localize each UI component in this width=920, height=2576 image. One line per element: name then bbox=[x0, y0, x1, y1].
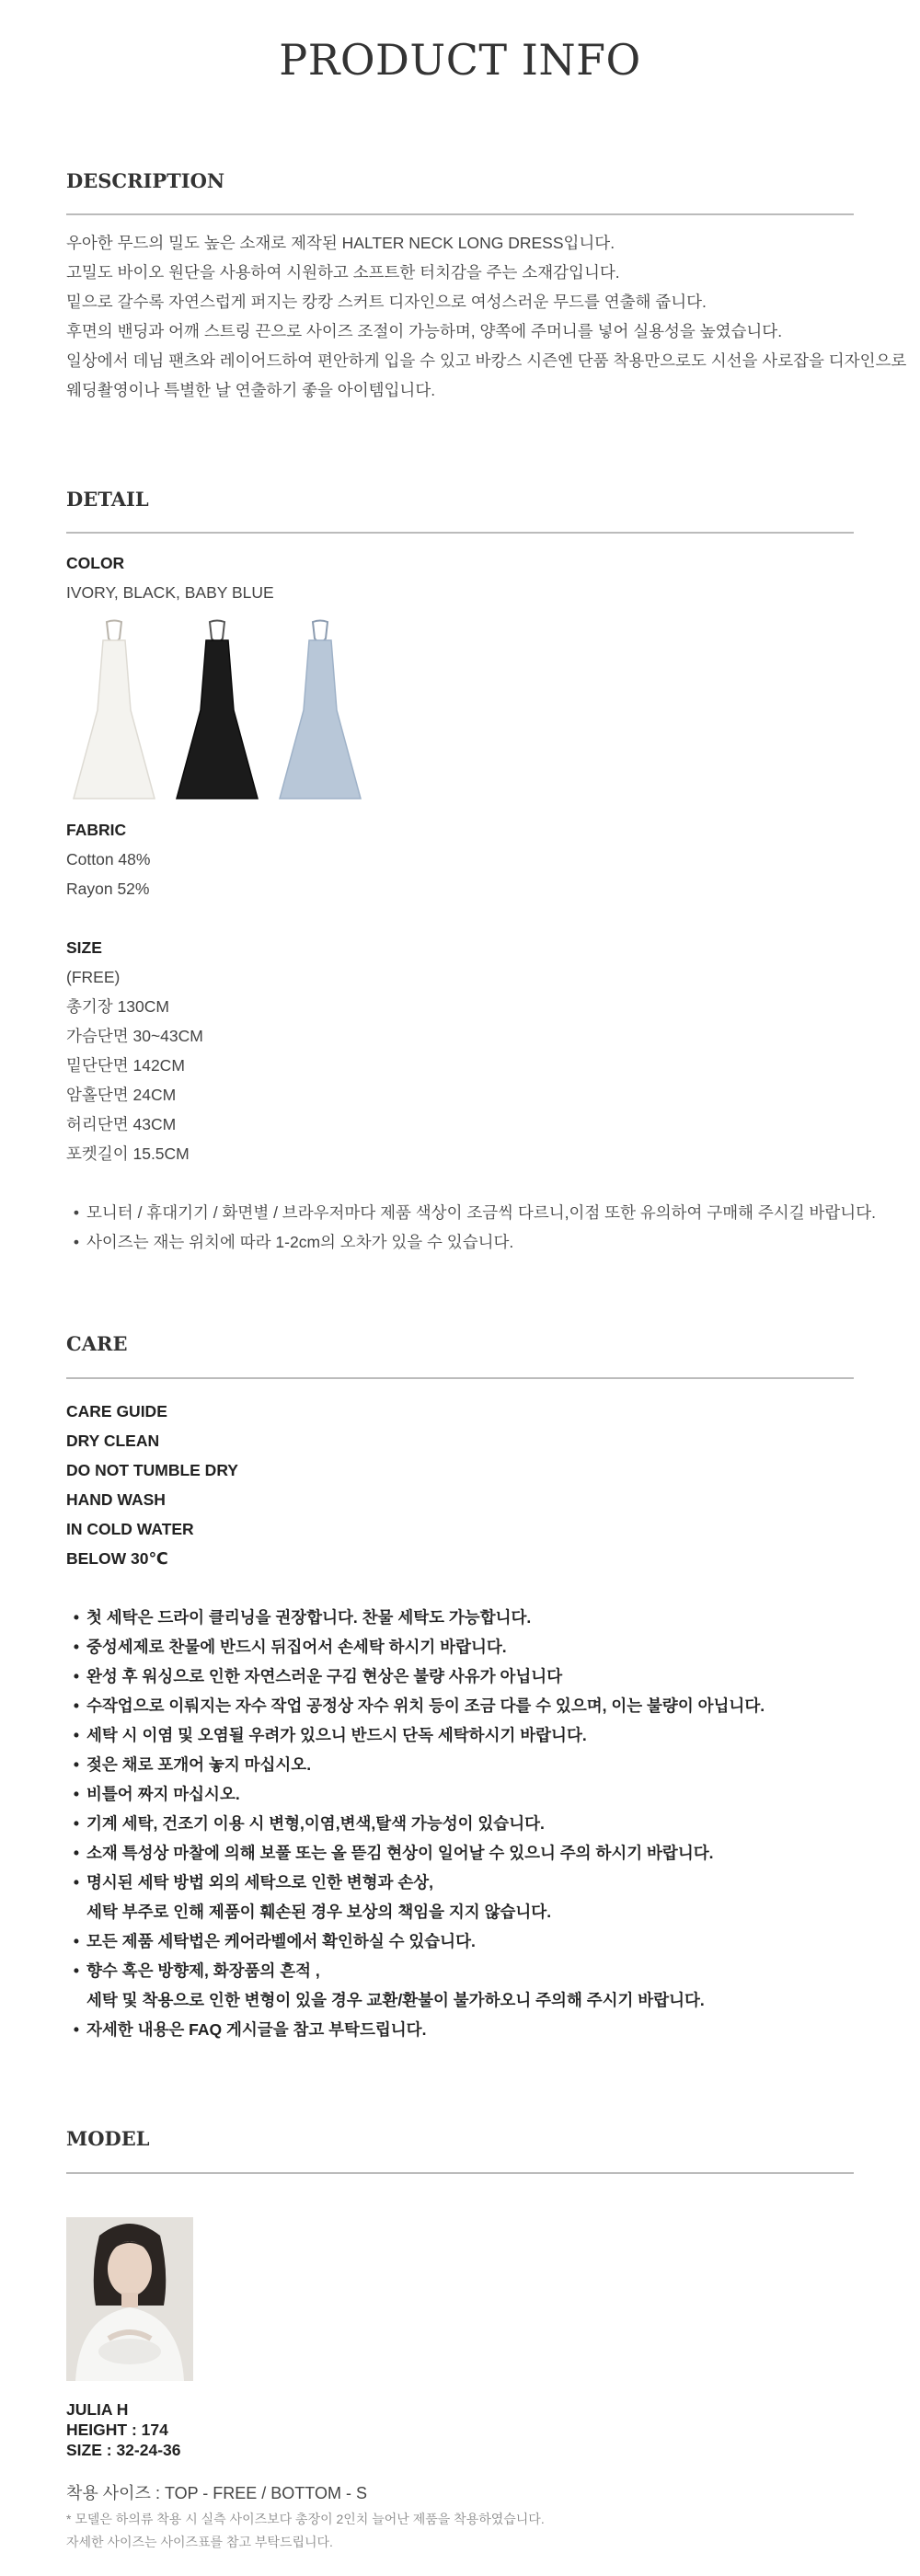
model-photo bbox=[66, 2217, 193, 2381]
list-item: • 중성세제로 찬물에 반드시 뒤집어서 손세탁 하시기 바랍니다. bbox=[66, 1632, 876, 1662]
description-heading: DESCRIPTION bbox=[66, 169, 225, 192]
description-line: 밑으로 갈수록 자연스럽게 퍼지는 캉캉 스커트 디자인으로 여성스러운 무드를 연출해 줍니다. bbox=[66, 293, 707, 311]
list-item: • 완성 후 워싱으로 인한 자연스러운 구김 현상은 불량 사유가 아닙니다 bbox=[66, 1662, 876, 1691]
bullet-icon: • bbox=[73, 1233, 80, 1251]
list-item-continuation: 세탁 및 착용으로 인한 변형이 있을 경우 교환/환불이 불가하오니 주의해 주시기 바랍니다. bbox=[86, 1991, 705, 2009]
model-note: * 모델은 하의류 착용 시 실측 사이즈보다 총장이 2인치 늘어난 제품을 착용하였습니다. bbox=[66, 2512, 545, 2526]
detail-notes bbox=[66, 1198, 876, 1257]
care-notes bbox=[66, 1603, 876, 2044]
description-text bbox=[66, 228, 907, 405]
bullet-icon: • bbox=[73, 1873, 80, 1892]
bullet-icon: • bbox=[73, 1726, 80, 1744]
bullet-icon: • bbox=[73, 1638, 80, 1656]
bullet-icon: • bbox=[73, 1755, 80, 1774]
fabric-label: FABRIC bbox=[66, 821, 127, 839]
bullet-icon: • bbox=[73, 1932, 80, 1950]
list-item: • 자세한 내용은 FAQ 게시글을 참고 부탁드립니다. bbox=[66, 2015, 876, 2044]
list-item-continuation: 세탁 부주로 인해 제품이 훼손된 경우 보상의 책임을 지지 않습니다. bbox=[86, 1903, 552, 1921]
baby-blue-dress-image bbox=[272, 618, 368, 802]
fabric-item: Cotton 48% bbox=[66, 850, 151, 868]
list-item: • 향수 혹은 방향제, 화장품의 흔적 , bbox=[66, 1956, 876, 1985]
care-guide-line: BELOW 30℃ bbox=[66, 1549, 168, 1568]
bullet-icon: • bbox=[73, 1961, 80, 1980]
list-item: • 소재 특성상 마찰에 의해 보풀 또는 올 뜯김 현상이 일어날 수 있으니 주의 하시기 바랍니다. bbox=[66, 1838, 876, 1868]
care-guide bbox=[66, 1397, 876, 1573]
size-item: 밑단단면 142CM bbox=[66, 1056, 185, 1075]
ivory-dress-image bbox=[66, 618, 162, 802]
list-item: • 사이즈는 재는 위치에 따라 1-2cm의 오차가 있을 수 있습니다. bbox=[66, 1227, 876, 1257]
model-heading: MODEL bbox=[66, 2127, 150, 2150]
bullet-icon: • bbox=[73, 1667, 80, 1685]
model-divider bbox=[66, 2172, 854, 2174]
fabric-block bbox=[66, 815, 876, 903]
care-guide-line: CARE GUIDE bbox=[66, 1402, 167, 1420]
color-label: COLOR bbox=[66, 554, 125, 572]
care-guide-line: IN COLD WATER bbox=[66, 1520, 194, 1538]
size-block bbox=[66, 933, 876, 1168]
size-item: 총기장 130CM bbox=[66, 997, 169, 1016]
size-item: 포켓길이 15.5CM bbox=[66, 1144, 190, 1163]
model-info bbox=[66, 2399, 181, 2460]
list-item: • 기계 세탁, 건조기 이용 시 변형,이염,변색,탈색 가능성이 있습니다. bbox=[66, 1809, 876, 1838]
bullet-icon: • bbox=[73, 2020, 80, 2039]
list-item: • 비틀어 짜지 마십시오. bbox=[66, 1779, 876, 1809]
list-item: • 모든 제품 세탁법은 케어라벨에서 확인하실 수 있습니다. bbox=[66, 1926, 876, 1956]
bullet-icon: • bbox=[73, 1608, 80, 1627]
color-block bbox=[66, 548, 876, 607]
care-divider bbox=[66, 1377, 854, 1379]
list-item: • 모니터 / 휴대기기 / 화면별 / 브라우저마다 제품 색상이 조금씩 다르니,이점 또한 유의하여 구매해 주시길 바랍니다. bbox=[66, 1198, 876, 1227]
color-value: IVORY, BLACK, BABY BLUE bbox=[66, 583, 274, 602]
description-line: 고밀도 바이오 원단을 사용하여 시원하고 소프트한 터치감을 주는 소재감입니다. bbox=[66, 263, 620, 282]
detail-heading: DETAIL bbox=[66, 488, 149, 511]
description-line: 웨딩촬영이나 특별한 날 연출하기 좋을 아이템입니다. bbox=[66, 381, 436, 399]
description-line: 우아한 무드의 밀도 높은 소재로 제작된 HALTER NECK LONG DRESS입니다. bbox=[66, 234, 615, 252]
model-name: JULIA H bbox=[66, 2400, 129, 2419]
bullet-icon: • bbox=[73, 1814, 80, 1833]
model-size: SIZE : 32-24-36 bbox=[66, 2441, 181, 2459]
detail-divider bbox=[66, 532, 854, 534]
bullet-icon: • bbox=[73, 1696, 80, 1715]
care-heading: CARE bbox=[66, 1332, 128, 1355]
bullet-icon: • bbox=[73, 1785, 80, 1803]
size-item: 허리단면 43CM bbox=[66, 1115, 177, 1133]
care-guide-line: HAND WASH bbox=[66, 1490, 166, 1509]
description-divider bbox=[66, 213, 854, 215]
size-item: 암홀단면 24CM bbox=[66, 1086, 177, 1104]
care-guide-line: DRY CLEAN bbox=[66, 1432, 160, 1450]
list-item: • 명시된 세탁 방법 외의 세탁으로 인한 변형과 손상, bbox=[66, 1868, 876, 1897]
list-item: • 첫 세탁은 드라이 클리닝을 권장합니다. 찬물 세탁도 가능합니다. bbox=[66, 1603, 876, 1632]
black-dress-image bbox=[169, 618, 265, 802]
list-item: • 수작업으로 이뤄지는 자수 작업 공정상 자수 위치 등이 조금 다를 수 있으며, 이는 불량이 아닙니다. bbox=[66, 1691, 876, 1720]
bullet-icon: • bbox=[73, 1203, 80, 1222]
size-item: (FREE) bbox=[66, 968, 121, 986]
size-label: SIZE bbox=[66, 938, 102, 957]
model-note: 자세한 사이즈는 사이즈표를 참고 부탁드립니다. bbox=[66, 2535, 333, 2549]
list-item: • 젖은 채로 포개어 놓지 마십시오. bbox=[66, 1750, 876, 1779]
model-height: HEIGHT : 174 bbox=[66, 2421, 168, 2439]
care-guide-line: DO NOT TUMBLE DRY bbox=[66, 1461, 238, 1479]
bullet-icon: • bbox=[73, 1844, 80, 1862]
size-item: 가슴단면 30~43CM bbox=[66, 1027, 203, 1045]
description-line: 후면의 밴딩과 어깨 스트링 끈으로 사이즈 조절이 가능하며, 양쪽에 주머니를 넣어 실용성을 높였습니다. bbox=[66, 322, 783, 340]
list-item: • 세탁 시 이염 및 오염될 우려가 있으니 반드시 단독 세탁하시기 바랍니다. bbox=[66, 1720, 876, 1750]
fabric-item: Rayon 52% bbox=[66, 880, 150, 898]
description-line: 일상에서 데님 팬츠와 레이어드하여 편안하게 입을 수 있고 바캉스 시즌엔 단품 착용만으로도 시선을 사로잡을 디자인으로 bbox=[66, 351, 907, 370]
page-title: PRODUCT INFO bbox=[279, 35, 641, 85]
model-fit-size: 착용 사이즈 : TOP - FREE / BOTTOM - S bbox=[66, 2484, 367, 2502]
